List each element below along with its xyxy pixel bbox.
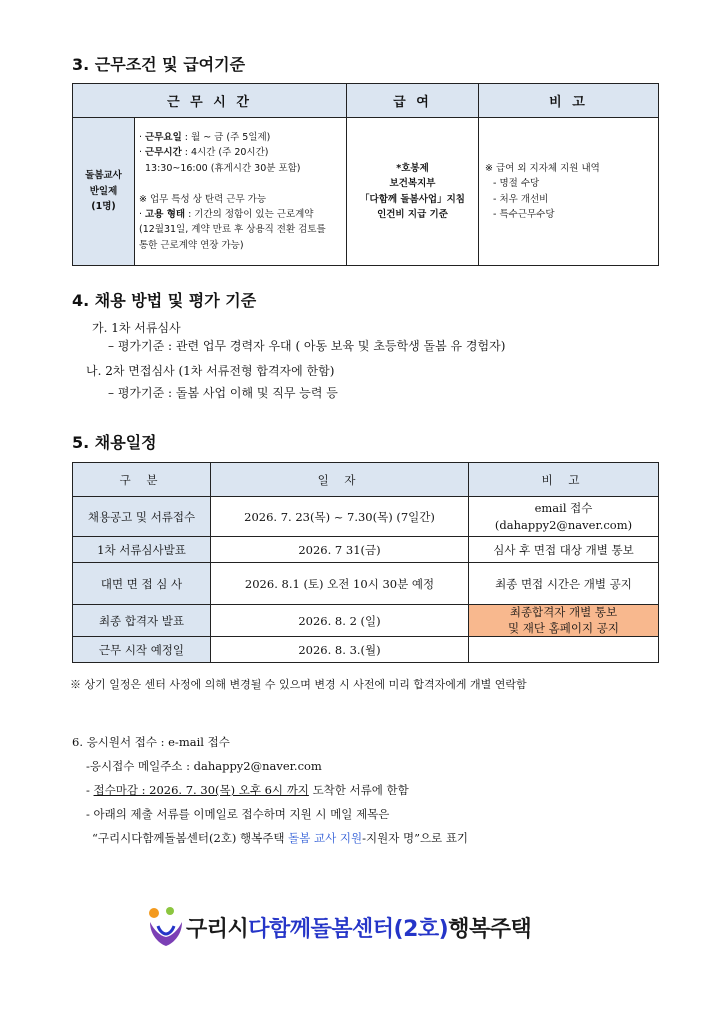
header-note: 비 고 [479, 84, 659, 118]
eval-criteria-2: – 평가기준 : 돌봄 사업 이해 및 직무 능력 등 [108, 386, 338, 400]
time-line [139, 176, 342, 191]
note-line: - 명절 수당 [493, 178, 540, 190]
schedule-remark: 최종 면접 시간은 개별 공지 [469, 563, 659, 605]
pay-line: *호봉제 [396, 162, 429, 174]
subject-format-line: “구리시다함께돌봄센터(2호) 행복주택 돌봄 교사 지원-지원자 명”으로 표기 [92, 831, 469, 845]
schedule-table [72, 462, 659, 663]
schedule-remark: 심사 후 면접 대상 개별 통보 [469, 537, 659, 563]
note-line: ※ 급여 외 지자체 지원 내역 [485, 162, 600, 174]
time-line: (12월31일, 계약 만료 후 상용직 전환 검토를 [139, 224, 326, 236]
work-time-cell [135, 118, 347, 266]
table-row [73, 563, 659, 605]
deadline-line: - 접수마감 : 2026. 7. 30(목) 오후 6시 까지 도착한 서류에 한함 [86, 783, 409, 797]
schedule-remark [469, 637, 659, 663]
header-category: 구 분 [73, 463, 211, 497]
schedule-label: 근무 시작 예정일 [73, 637, 211, 663]
subject-highlight: 돌봄 교사 지원 [288, 831, 363, 845]
schedule-date: 2026. 8. 3.(월) [211, 637, 469, 663]
schedule-label: 채용공고 및 서류접수 [73, 497, 211, 537]
schedule-date: 2026. 7 31(금) [211, 537, 469, 563]
application-email-line: -응시접수 메일주소 : dahappy2@naver.com [86, 759, 322, 773]
pay-line: 인건비 지급 기준 [377, 208, 448, 220]
eval-step-1: 가. 1차 서류심사 [92, 321, 181, 335]
header-work-hours: 근 무 시 간 [73, 84, 347, 118]
role-line: 돌봄교사 [85, 170, 122, 182]
time-line: · 고용 형태 : 기간의 정함이 있는 근로계약 [139, 208, 314, 220]
role-line: (1명) [91, 201, 116, 213]
time-line: ※ 업무 특성 상 탄력 근무 가능 [139, 193, 267, 205]
table-row [73, 497, 659, 537]
time-line: · 근무시간 : 4시간 (주 20시간) [139, 147, 269, 159]
time-line: 통한 근로계약 연장 가능) [139, 239, 244, 251]
time-line: · 근무요일 : 월 ~ 금 (주 5일제) [139, 132, 271, 143]
note-line: - 특수근무수당 [493, 208, 555, 220]
schedule-label: 1차 서류심사발표 [73, 537, 211, 563]
table-row [73, 605, 659, 637]
table-row [73, 637, 659, 663]
schedule-remark: email 접수 (dahappy2@naver.com) [469, 497, 659, 537]
benefits-cell [479, 118, 659, 266]
section-5-title: 5. 채용일정 [72, 433, 157, 452]
section-6-title: 6. 응시원서 접수 : e-mail 접수 [72, 735, 230, 749]
header-remark: 비 고 [469, 463, 659, 497]
schedule-date: 2026. 7. 23(목) ~ 7.30(목) (7일간) [211, 497, 469, 537]
deadline-text: 접수마감 : 2026. 7. 30(목) 오후 6시 까지 [93, 783, 309, 797]
role-line: 반일제 [89, 185, 118, 197]
logo-text: 구리시다함께돌봄센터(2호)행복주택 [186, 916, 532, 942]
header-pay: 급 여 [347, 84, 479, 118]
role-cell [73, 118, 135, 266]
center-logo [146, 906, 531, 948]
work-conditions-table [72, 83, 659, 266]
schedule-date: 2026. 8. 2 (일) [211, 605, 469, 637]
header-date: 일 자 [211, 463, 469, 497]
schedule-label: 최종 합격자 발표 [73, 605, 211, 637]
schedule-remark-highlight: 최종합격자 개별 통보 및 재단 홈페이지 공지 [469, 605, 659, 637]
table-row [73, 537, 659, 563]
time-line: 13:30~16:00 (휴게시간 30분 포함) [145, 162, 301, 174]
pay-line: 보건복지부 [389, 178, 436, 190]
section-3-title: 3. 근무조건 및 급여기준 [72, 55, 246, 74]
schedule-note: ※ 상기 일정은 센터 사정에 의해 변경될 수 있으며 변경 시 사전에 미리 합격자에게 개별 연락함 [70, 678, 527, 691]
pay-line: 「다함께 돌봄사업」지침 [360, 193, 465, 205]
people-heart-icon [146, 906, 186, 948]
pay-cell [347, 118, 479, 266]
eval-criteria-1: – 평가기준 : 관련 업무 경력자 우대 ( 아동 보육 및 초등학생 돌봄 유 경험자) [108, 339, 506, 353]
submission-line: - 아래의 제출 서류를 이메일로 접수하며 지원 시 메일 제목은 [86, 807, 390, 821]
schedule-date: 2026. 8.1 (토) 오전 10시 30분 예정 [211, 563, 469, 605]
eval-step-2: 나. 2차 면접심사 (1차 서류전형 합격자에 한함) [86, 364, 335, 378]
section-4-title: 4. 채용 방법 및 평가 기준 [72, 291, 257, 310]
note-line: - 처우 개선비 [493, 193, 549, 205]
schedule-label: 대면 면 접 심 사 [73, 563, 211, 605]
